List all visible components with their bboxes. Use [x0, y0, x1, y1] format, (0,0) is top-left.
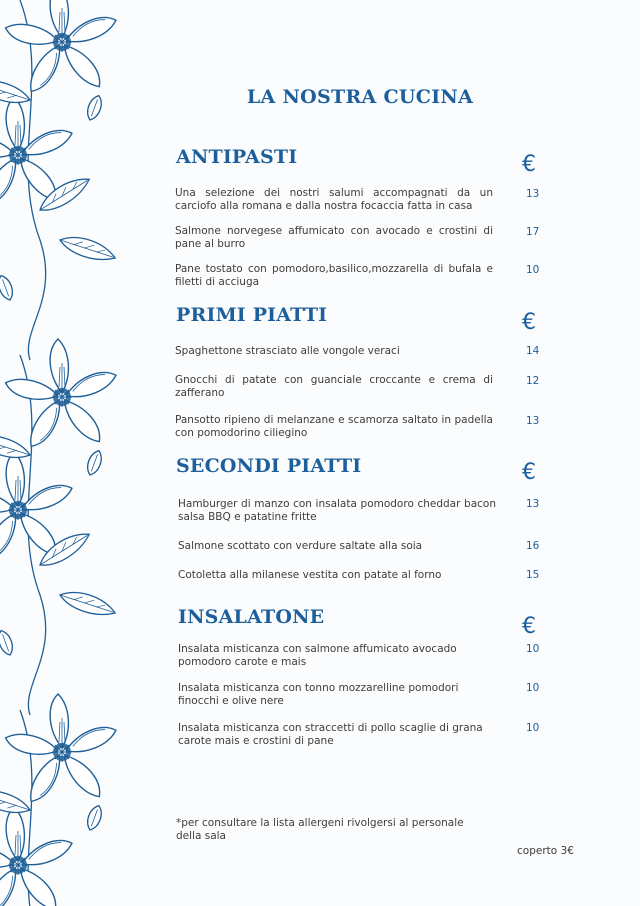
allergen-note: *per consultare la lista allergeni rivolgersi al personale della sala	[176, 817, 464, 842]
item-price: 17	[526, 226, 540, 238]
item-description: Insalata misticanza con straccetti di pollo scaglie di grana carote mais e crostini di pane	[178, 722, 483, 747]
item-price: 13	[526, 415, 540, 427]
item-price: 12	[526, 375, 540, 387]
item-description: Una selezione dei nostri salumi accompagnati da un carciofo alla romana e dalla nostra focaccia fatta in casa	[175, 187, 493, 212]
item-description: Salmone scottato con verdure saltate alla soia	[178, 540, 423, 552]
euro-icon: €	[522, 614, 536, 639]
item-description: Cotoletta alla milanese vestita con patate al forno	[178, 569, 442, 581]
item-description: Hamburger di manzo con insalata pomodoro cheddar bacon salsa BBQ e patatine fritte	[178, 498, 496, 523]
item-price: 16	[526, 540, 540, 552]
cover-charge: coperto 3€	[517, 845, 574, 857]
item-description: Insalata misticanza con tonno mozzarelline pomodori finocchi e olive nere	[178, 682, 459, 707]
section-heading: ANTIPASTI	[176, 146, 298, 168]
item-description: Pane tostato con pomodoro,basilico,mozzarella di bufala e filetti di acciuga	[175, 263, 493, 288]
page-title: LA NOSTRA CUCINA	[246, 86, 474, 108]
item-price: 14	[526, 345, 540, 357]
floral-tile-2	[0, 339, 119, 715]
euro-icon: €	[522, 460, 536, 485]
item-price: 13	[526, 188, 540, 200]
item-price: 15	[526, 569, 540, 581]
item-description: Gnocchi di patate con guanciale croccante e crema di zafferano	[175, 374, 493, 399]
floral-border	[0, 0, 125, 906]
item-price: 10	[526, 722, 540, 734]
item-price: 13	[526, 498, 540, 510]
item-description: Insalata misticanza con salmone affumicato avocado pomodoro carote e mais	[178, 643, 457, 668]
euro-icon: €	[522, 310, 536, 335]
floral-tile-3	[0, 694, 119, 906]
item-description: Salmone norvegese affumicato con avocado e crostini di pane al burro	[175, 225, 493, 250]
floral-tile-1	[0, 0, 119, 360]
item-description: Spaghettone strasciato alle vongole veraci	[175, 345, 400, 357]
item-price: 10	[526, 643, 540, 655]
item-description: Pansotto ripieno di melanzane e scamorza saltato in padella con pomodorino ciliegino	[175, 414, 493, 439]
euro-icon: €	[522, 152, 536, 177]
section-heading: SECONDI PIATTI	[176, 455, 362, 477]
floral-illustration	[0, 0, 125, 906]
item-price: 10	[526, 682, 540, 694]
section-heading: INSALATONE	[178, 606, 325, 628]
item-price: 10	[526, 264, 540, 276]
section-heading: PRIMI PIATTI	[176, 304, 328, 326]
